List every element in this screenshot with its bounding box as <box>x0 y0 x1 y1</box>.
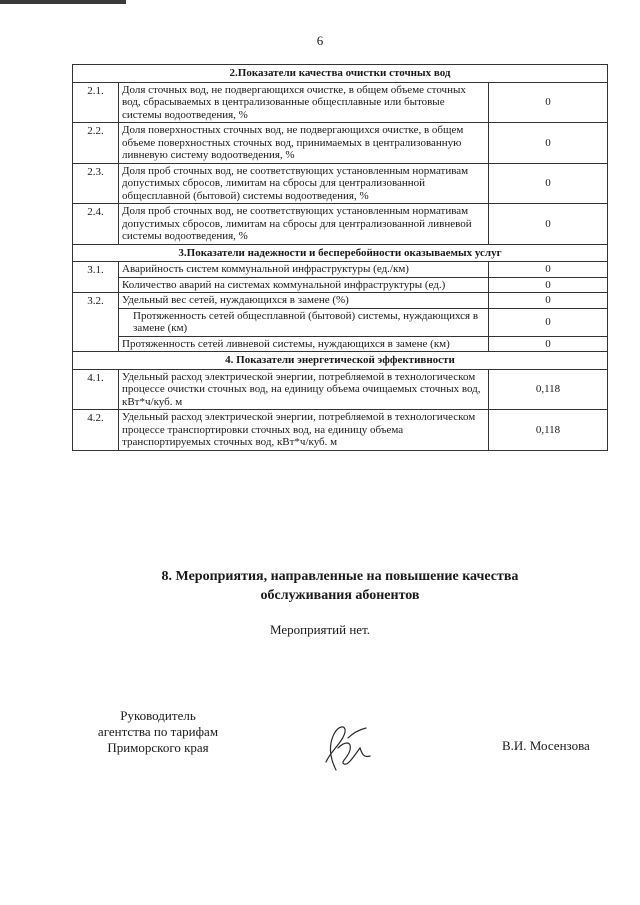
section-header-row <box>73 65 608 83</box>
signature-image <box>318 718 376 774</box>
indicator-text: Протяженность сетей общесплавной (бытовой) системы, нуждающихся в замене (км) <box>119 308 489 336</box>
row-number: 2.4. <box>73 204 119 245</box>
table-row <box>73 410 608 451</box>
indicator-text: Удельный расход электрической энергии, потребляемой в технологическом процессе очистки сточных вод, на единицу объема очищаемых сточных вод, кВт*ч/куб. м <box>119 369 489 410</box>
table-row <box>73 204 608 245</box>
row-number: 2.3. <box>73 163 119 204</box>
table-row <box>73 277 608 293</box>
signer-title-line: Руководитель <box>120 708 196 723</box>
indicator-text: Доля поверхностных сточных вод, не подвергающихся очистке, в общем объеме поверхностных сточных вод, принимаемых в централизованную ливневую систему водоотведения, % <box>119 123 489 164</box>
row-number: 2.1. <box>73 82 119 123</box>
row-number: 2.2. <box>73 123 119 164</box>
page-number: 6 <box>316 33 324 48</box>
table-row <box>73 336 608 352</box>
table-row <box>73 308 608 336</box>
table-row <box>73 262 608 278</box>
section-title: 4. Показатели энергетической эффективности <box>73 352 608 370</box>
indicator-value: 0 <box>489 336 608 352</box>
indicator-value: 0 <box>489 277 608 293</box>
section-title: 3.Показатели надежности и бесперебойности оказываемых услуг <box>73 244 608 262</box>
row-number: 3.2. <box>73 293 119 352</box>
signer-name: В.И. Мосензова <box>502 738 590 753</box>
indicator-value: 0 <box>489 308 608 336</box>
indicator-value: 0 <box>489 204 608 245</box>
row-number: 3.1. <box>73 262 119 293</box>
indicator-text: Аварийность систем коммунальной инфраструктуры (ед./км) <box>119 262 489 278</box>
indicator-text: Количество аварий на системах коммунальной инфраструктуры (ед.) <box>119 277 489 293</box>
table-row <box>73 123 608 164</box>
section-header-row <box>73 244 608 262</box>
indicator-text: Удельный расход электрической энергии, потребляемой в технологическом процессе транспортировки сточных вод, на единицу объема транспортируемых сточных вод, кВт*ч/куб. м <box>119 410 489 451</box>
indicator-value: 0 <box>489 293 608 309</box>
signer-title-line: Приморского края <box>107 740 209 755</box>
indicator-value: 0 <box>489 262 608 278</box>
indicator-text: Доля проб сточных вод, не соответствующих установленным нормативам допустимых сбросов, лимитам на сбросы для централизованной общесплавной (бытовой) системы водоотведения, % <box>119 163 489 204</box>
indicator-value: 0,118 <box>489 410 608 451</box>
indicator-value: 0,118 <box>489 369 608 410</box>
indicator-value: 0 <box>489 123 608 164</box>
section-header-row <box>73 352 608 370</box>
row-number: 4.1. <box>73 369 119 410</box>
section-title: 2.Показатели качества очистки сточных вод <box>73 65 608 83</box>
signer-title <box>58 708 258 756</box>
indicator-text: Удельный вес сетей, нуждающихся в замене (%) <box>119 293 489 309</box>
table-row <box>73 163 608 204</box>
section-8-title: 8. Мероприятия, направленные на повышение качества обслуживания абонентов <box>161 569 519 603</box>
indicator-text: Протяженность сетей ливневой системы, нуждающихся в замене (км) <box>119 336 489 352</box>
table-row <box>73 293 608 309</box>
indicator-text: Доля проб сточных вод, не соответствующих установленным нормативам допустимых сбросов, лимитам на сбросы для централизованной ливневой системы водоотведения, % <box>119 204 489 245</box>
indicators-table <box>72 64 608 451</box>
table-row <box>73 369 608 410</box>
indicator-value: 0 <box>489 163 608 204</box>
scan-mark <box>0 0 126 4</box>
signer-title-line: агентства по тарифам <box>97 724 219 739</box>
indicator-text: Доля сточных вод, не подвергающихся очистке, в общем объеме сточных вод, сбрасываемых в централизованные общесплавные или бытовые системы водоотведения, % <box>119 82 489 123</box>
indicator-value: 0 <box>489 82 608 123</box>
table-row <box>73 82 608 123</box>
row-number: 4.2. <box>73 410 119 451</box>
no-measures-text: Мероприятий нет. <box>269 622 371 637</box>
